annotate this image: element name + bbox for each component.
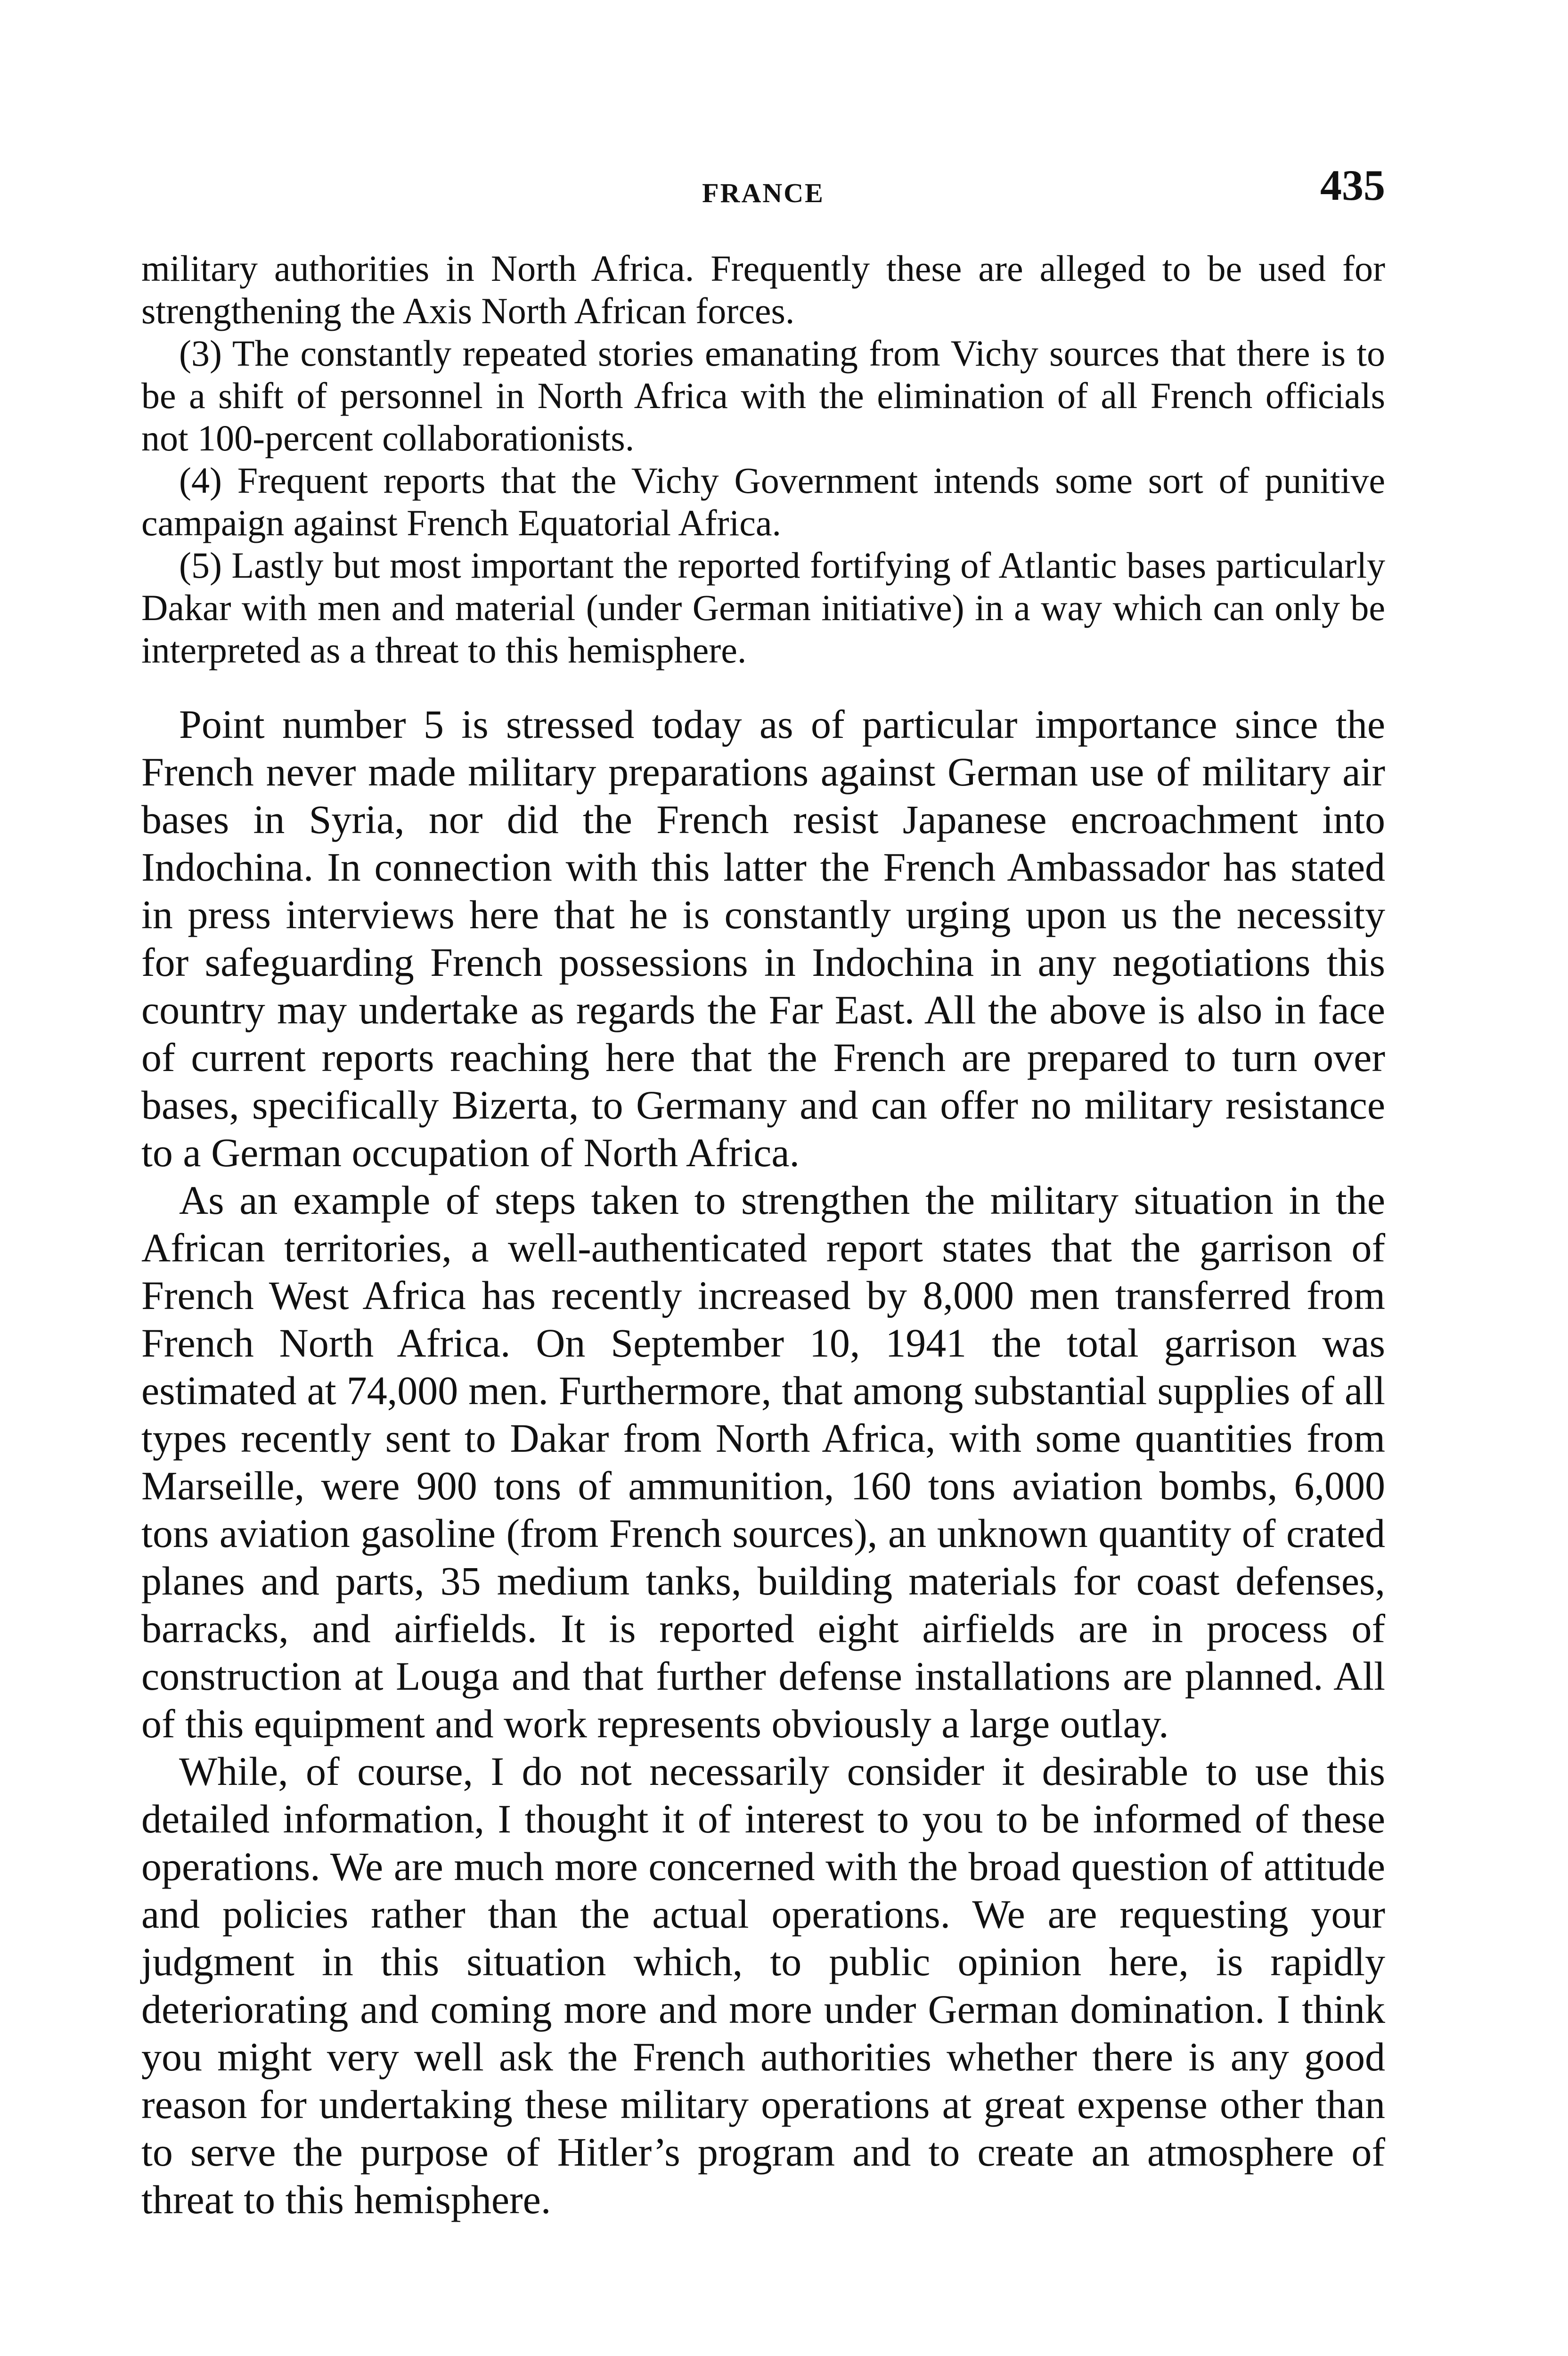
paragraph-military-situation: As an example of steps taken to strengthen the military situation in the African territories, a well-authenticated report states that the garrison of French West Africa has recently increased by 8,000 men transferred from French North Africa. On September 10, 1941 the total garrison was estimated at 74,000 men. Furthermore, that among substantial supplies of all types recently sent to Dakar from North Africa, with some quantities from Marseille, were 900 tons of ammunition, 160 tons aviation bombs, 6,000 tons aviation gasoline (from French sources), an unknown quantity of crated planes and parts, 35 medium tanks, building materials for coast defenses, barracks, and airfields. It is reported eight airfields are in process of construction at Louga and that further defense installations are planned. All of this equipment and work represents obviously a large outlay. [141, 1178, 1385, 1746]
list-item-4: (4) Frequent reports that the Vichy Government intends some sort of punitive campaign against French Equatorial Africa. [141, 460, 1385, 543]
page-header [141, 160, 1385, 217]
running-head: FRANCE [702, 178, 825, 208]
page-number: 435 [1320, 161, 1385, 209]
list-continuation: military authorities in North Africa. Frequently these are alleged to be used for strengthening the Axis North African forces. [141, 248, 1385, 331]
paragraph-point-five: Point number 5 is stressed today as of particular importance since the French never made military preparations against German use of military air bases in Syria, nor did the French resist Japanese encroachment into Indochina. In connection with this latter the French Ambassador has stated in press interviews here that he is constantly urging upon us the necessity for safeguarding French possessions in Indochina in any negotiations this country may undertake as regards the Far East. All the above is also in face of current reports reaching here that the French are prepared to turn over bases, specifically Bizerta, to Germany and can offer no military resistance to a German occupation of North Africa. [141, 702, 1385, 1175]
list-item-5: (5) Lastly but most important the reported fortifying of Atlantic bases particularly Dakar with men and material (under German initiative) in a way which can only be interpreted as a threat to this hemisphere. [141, 545, 1385, 671]
paragraph-closing: While, of course, I do not necessarily consider it desirable to use this detailed information, I thought it of interest to you to be informed of these operations. We are much more concerned with the broad question of attitude and policies rather than the actual operations. We are requesting your judgment in this situation which, to public opinion here, is rapidly deteriorating and coming more and more under German domination. I think you might very well ask the French authorities whether there is any good reason for undertaking these military operations at great expense other than to serve the purpose of Hitler’s program and to create an atmosphere of threat to this hemisphere. [141, 1749, 1385, 2222]
list-item-3: (3) The constantly repeated stories emanating from Vichy sources that there is to be a shift of personnel in North Africa with the elimination of all French officials not 100-percent collaborationists. [141, 333, 1385, 458]
body-text [141, 247, 1385, 2224]
